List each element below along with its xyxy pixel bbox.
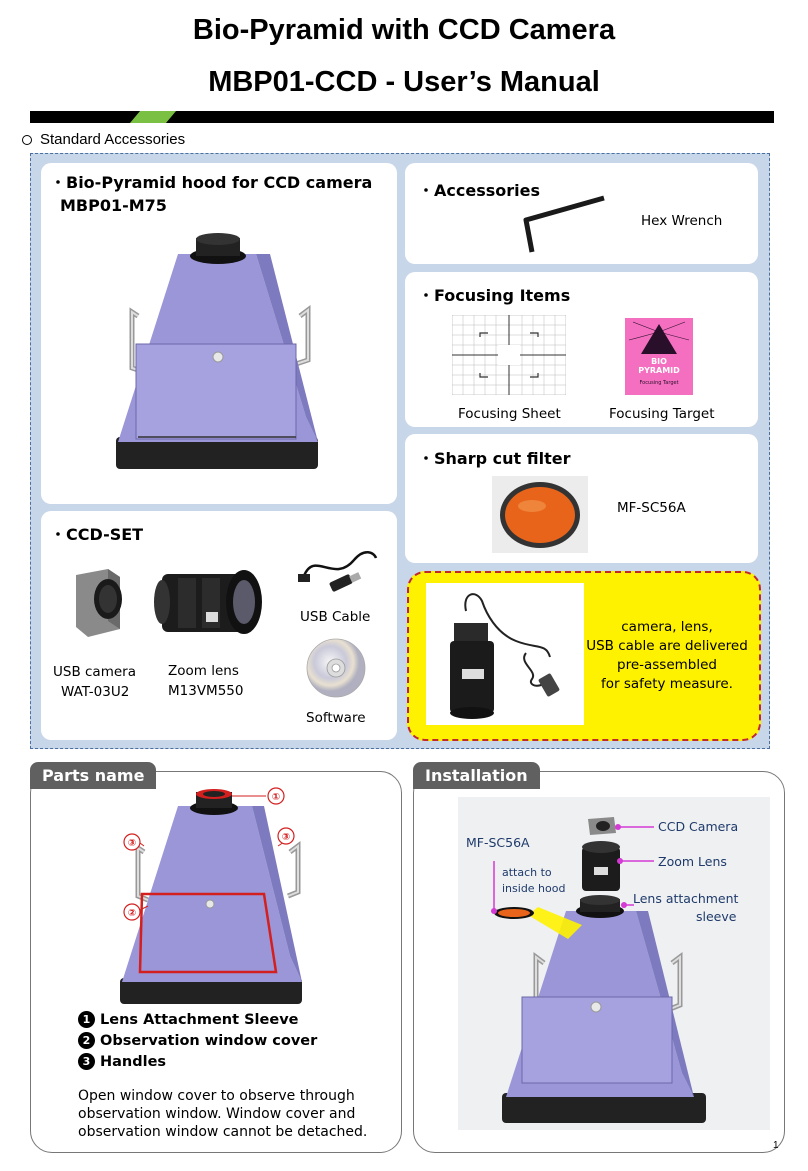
target-caption: Focusing Target — [639, 380, 679, 386]
hood-model: MBP01-M75 — [60, 196, 167, 215]
target-logo-line1: BIO — [651, 357, 667, 366]
manual-title: Bio-Pyramid with CCD Camera — [192, 14, 616, 46]
focusing-target-image — [625, 318, 693, 395]
zoom-lens-image — [148, 562, 266, 642]
usb-cable-image — [294, 540, 384, 592]
item-label: Lens Attachment Sleeve — [100, 1012, 299, 1028]
software-cd-icon — [305, 637, 367, 699]
item-number: 3 — [78, 1053, 95, 1070]
item-label: Observation window cover — [100, 1033, 318, 1049]
item-number: 1 — [78, 1011, 95, 1028]
zoom-lens-model: M13VM550 — [168, 683, 244, 699]
page-number: 1 — [773, 1140, 779, 1151]
install-zoom-lens-label: Zoom Lens — [658, 854, 727, 869]
install-sleeve-label-2: sleeve — [696, 909, 737, 924]
installation-tab: Installation — [413, 762, 540, 789]
parts-list-item — [78, 1010, 317, 1031]
install-attach-label-2: inside hood — [502, 882, 566, 895]
section-heading-text: Standard Accessories — [40, 131, 186, 148]
target-logo-line2: PYRAMID — [638, 366, 680, 375]
install-attach-label-1: attach to — [502, 866, 552, 879]
accessories-title: ・Accessories — [418, 181, 540, 200]
manual-subtitle: MBP01-CCD - User’s Manual — [208, 66, 600, 98]
note-line-1: camera, lens, — [621, 619, 713, 635]
marker-1: ① — [271, 792, 281, 803]
pyramid-hood-image — [110, 232, 332, 472]
assembled-camera-image — [426, 583, 584, 725]
marker-3-left: ③ — [127, 838, 137, 849]
section-heading — [22, 131, 185, 148]
usb-camera-image — [68, 565, 128, 640]
installation-diagram — [458, 797, 770, 1130]
filter-model-label: MF-SC56A — [617, 500, 686, 516]
focusing-title: ・Focusing Items — [418, 286, 571, 305]
hood-title: ・Bio-Pyramid hood for CCD camera — [50, 173, 373, 192]
sharp-cut-filter-image — [492, 476, 588, 553]
install-filter-label: MF-SC56A — [466, 835, 530, 850]
parts-name-tab: Parts name — [30, 762, 156, 789]
pyramid-parts-diagram — [118, 786, 320, 1006]
filter-title: ・Sharp cut filter — [418, 449, 571, 468]
focusing-target-label: Focusing Target — [609, 406, 715, 422]
marker-3-right: ③ — [281, 832, 291, 843]
parts-list-item — [78, 1052, 317, 1073]
software-label: Software — [306, 710, 366, 726]
usb-camera-label: USB camera — [53, 664, 136, 680]
install-sleeve-label-1: Lens attachment — [633, 891, 739, 906]
parts-description: Open window cover to observe through observation window. Window cover and observation window cannot be detached. — [78, 1088, 368, 1140]
note-line-4: for safety measure. — [601, 676, 733, 692]
note-line-3: pre-assembled — [617, 657, 717, 673]
focusing-sheet-label: Focusing Sheet — [458, 406, 561, 422]
ccd-set-title: ・CCD-SET — [50, 525, 144, 544]
install-ccd-camera-label: CCD Camera — [658, 819, 739, 834]
circle-bullet-icon — [22, 135, 32, 145]
usb-cable-label: USB Cable — [300, 609, 371, 625]
item-number: 2 — [78, 1032, 95, 1049]
item-label: Handles — [100, 1054, 167, 1070]
zoom-lens-label: Zoom lens — [168, 663, 239, 679]
note-line-2: USB cable are delivered — [586, 638, 748, 654]
hex-wrench-icon — [512, 192, 608, 258]
hex-wrench-label: Hex Wrench — [641, 213, 723, 229]
focusing-sheet-image — [452, 315, 566, 395]
pre-assembled-note — [577, 618, 757, 694]
parts-list — [78, 1010, 317, 1073]
parts-list-item — [78, 1031, 317, 1052]
usb-camera-model: WAT-03U2 — [61, 684, 130, 700]
marker-2: ② — [127, 908, 137, 919]
